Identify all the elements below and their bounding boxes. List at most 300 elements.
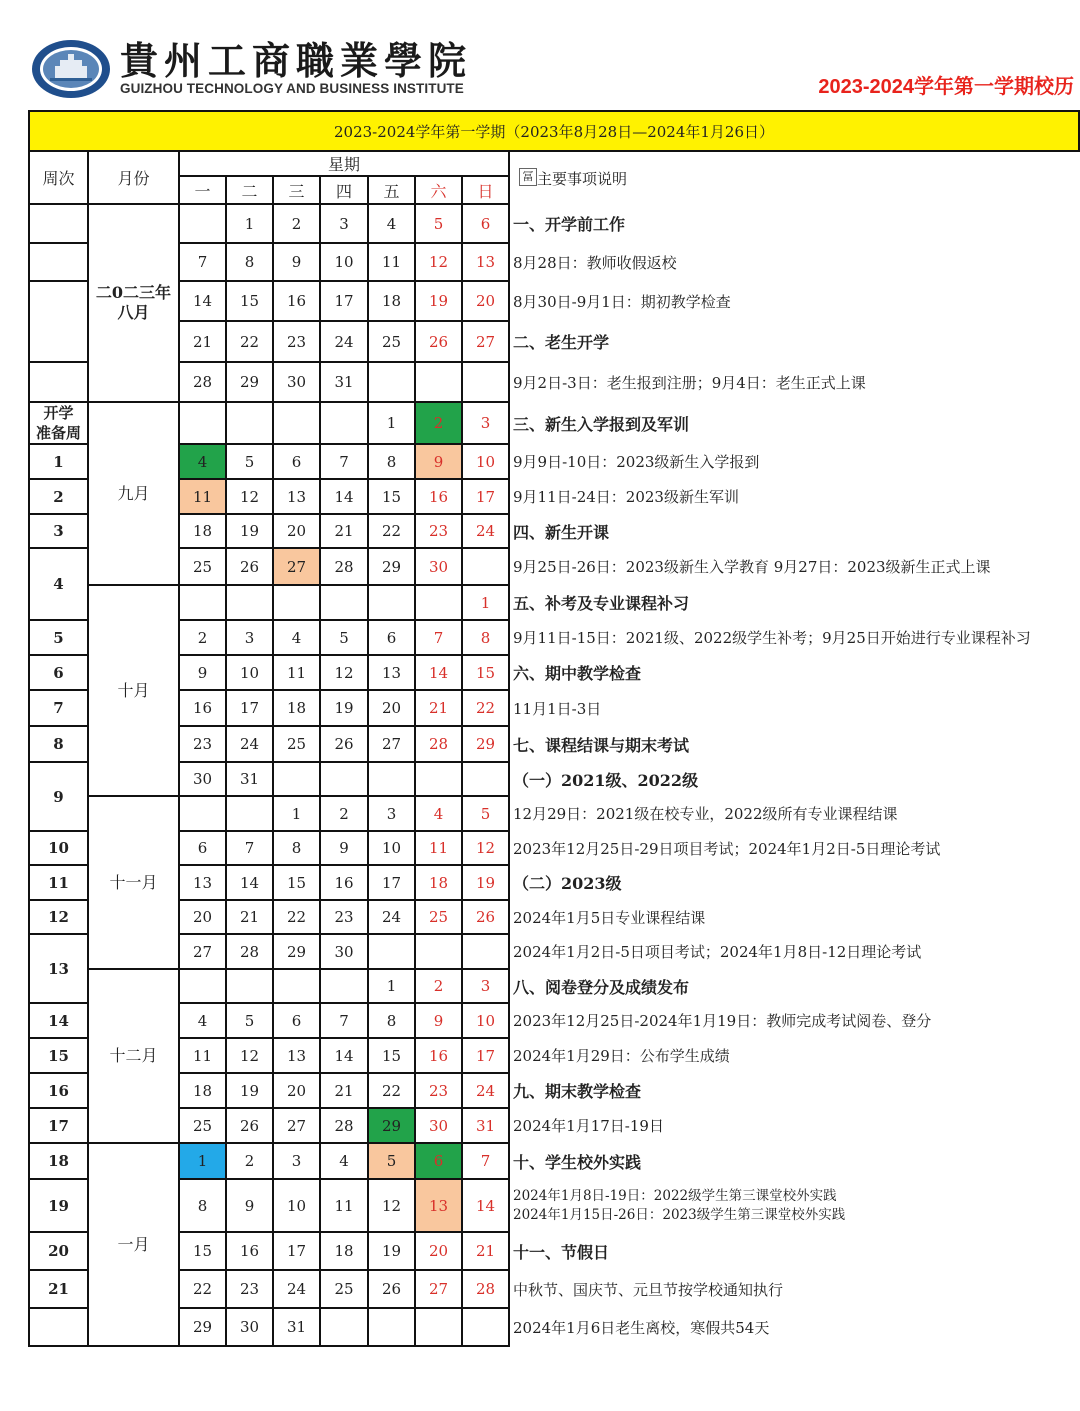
day-cell: 3 — [462, 969, 509, 1003]
day-cell: 1 — [368, 969, 415, 1003]
day-cell: 9 — [226, 1179, 273, 1232]
day-cell: 16 — [226, 1232, 273, 1270]
day-cell: 1 — [462, 585, 509, 620]
day-cell: 27 — [462, 321, 509, 362]
day-cell: 6 — [415, 1143, 462, 1179]
month-label-aug: 二0二三年 八月 — [88, 204, 179, 402]
day-cell: 4 — [320, 1143, 368, 1179]
day-cell — [226, 796, 273, 831]
day-cell: 15 — [462, 655, 509, 690]
day-cell: 14 — [320, 1038, 368, 1073]
day-cell: 11 — [320, 1179, 368, 1232]
day-cell: 30 — [320, 934, 368, 969]
day-cell: 24 — [462, 1073, 509, 1108]
week-number: 7 — [29, 690, 88, 726]
day-cell: 1 — [273, 796, 320, 831]
day-cell: 25 — [368, 321, 415, 362]
day-cell: 11 — [368, 243, 415, 281]
day-cell: 31 — [320, 362, 368, 402]
day-cell — [368, 362, 415, 402]
day-cell: 18 — [179, 514, 226, 548]
note-line: 三、新生入学报到及军训 — [509, 402, 1079, 444]
calendar-row — [29, 865, 1079, 900]
calendar-row — [29, 934, 1079, 969]
day-cell: 11 — [273, 655, 320, 690]
calendar-row — [29, 655, 1079, 690]
day-cell: 29 — [226, 362, 273, 402]
calendar-row — [29, 1179, 1079, 1232]
day-cell: 12 — [226, 479, 273, 514]
day-cell — [368, 1308, 415, 1346]
week-number: 21 — [29, 1270, 88, 1308]
day-cell: 23 — [179, 726, 226, 762]
day-cell: 23 — [415, 1073, 462, 1108]
month-label-jan: 一月 — [88, 1143, 179, 1346]
day-cell — [273, 402, 320, 444]
day-cell: 21 — [320, 1073, 368, 1108]
note-line: 2023年12月25日-2024年1月19日：教师完成考试阅卷、登分 — [509, 1003, 1079, 1038]
weekday-6: 六 — [415, 176, 462, 204]
day-cell: 5 — [226, 444, 273, 479]
note-line: 2024年1月6日老生离校，寒假共54天 — [509, 1308, 1079, 1346]
day-cell: 3 — [273, 1143, 320, 1179]
day-cell — [179, 796, 226, 831]
day-cell: 25 — [415, 900, 462, 934]
weekday-4: 四 — [320, 176, 368, 204]
day-cell: 27 — [415, 1270, 462, 1308]
day-cell: 10 — [462, 444, 509, 479]
day-cell — [273, 585, 320, 620]
day-cell: 3 — [368, 796, 415, 831]
day-cell — [179, 204, 226, 243]
month-label-dec: 十二月 — [88, 969, 179, 1143]
day-cell: 10 — [226, 655, 273, 690]
day-cell: 21 — [462, 1232, 509, 1270]
calendar-row — [29, 204, 1079, 243]
day-cell: 20 — [273, 1073, 320, 1108]
day-cell: 25 — [320, 1270, 368, 1308]
header-weekday: 星期 — [179, 151, 509, 176]
day-cell: 26 — [368, 1270, 415, 1308]
day-cell: 9 — [320, 831, 368, 865]
header-notes — [509, 151, 1079, 204]
day-cell: 8 — [462, 620, 509, 655]
day-cell: 6 — [273, 1003, 320, 1038]
week-number: 9 — [29, 762, 88, 831]
day-cell: 25 — [273, 726, 320, 762]
day-cell: 17 — [226, 690, 273, 726]
day-cell: 24 — [226, 726, 273, 762]
school-seal-logo — [30, 38, 112, 100]
day-cell: 15 — [273, 865, 320, 900]
week-number: 18 — [29, 1143, 88, 1179]
day-cell — [368, 934, 415, 969]
day-cell: 2 — [415, 969, 462, 1003]
day-cell: 17 — [273, 1232, 320, 1270]
day-cell: 30 — [415, 1108, 462, 1143]
day-cell: 14 — [415, 655, 462, 690]
day-cell: 18 — [415, 865, 462, 900]
school-name-cn: 貴州工商職業學院 — [120, 38, 473, 83]
day-cell: 5 — [415, 204, 462, 243]
day-cell: 18 — [320, 1232, 368, 1270]
day-cell: 21 — [320, 514, 368, 548]
day-cell: 10 — [462, 1003, 509, 1038]
note-line: 2024年1月29日：公布学生成绩 — [509, 1038, 1079, 1073]
calendar-row — [29, 900, 1079, 934]
week-number: 19 — [29, 1179, 88, 1232]
day-cell: 1 — [179, 1143, 226, 1179]
note-line: 9月2日-3日：老生报到注册；9月4日：老生正式上课 — [509, 362, 1079, 402]
day-cell: 14 — [226, 865, 273, 900]
day-cell — [415, 762, 462, 796]
weekday-7: 日 — [462, 176, 509, 204]
note-line: 8月30日-9月1日：期初教学检查 — [509, 281, 1079, 321]
day-cell: 21 — [415, 690, 462, 726]
day-cell: 27 — [273, 1108, 320, 1143]
day-cell: 31 — [273, 1308, 320, 1346]
day-cell — [320, 402, 368, 444]
day-cell: 5 — [368, 1143, 415, 1179]
day-cell: 12 — [368, 1179, 415, 1232]
calendar-title: 2023-2024学年第一学期校历 — [818, 76, 1074, 98]
note-line: 2024年1月2日-5日项目考试；2024年1月8日-12日理论考试 — [509, 934, 1079, 969]
note-line: 十一、节假日 — [509, 1232, 1079, 1270]
week-number: 4 — [29, 548, 88, 620]
week-number: 15 — [29, 1038, 88, 1073]
day-cell: 4 — [179, 444, 226, 479]
day-cell: 7 — [320, 444, 368, 479]
day-cell: 5 — [320, 620, 368, 655]
note-line: 2024年1月5日专业课程结课 — [509, 900, 1079, 934]
day-cell: 19 — [226, 1073, 273, 1108]
week-number: 开学 准备周 — [29, 402, 88, 444]
day-cell: 2 — [179, 620, 226, 655]
calendar-row — [29, 1308, 1079, 1346]
day-cell: 28 — [462, 1270, 509, 1308]
day-cell — [320, 1308, 368, 1346]
day-cell: 30 — [226, 1308, 273, 1346]
day-cell: 26 — [226, 548, 273, 585]
week-number: 17 — [29, 1108, 88, 1143]
day-cell: 20 — [179, 900, 226, 934]
day-cell: 22 — [226, 321, 273, 362]
day-cell: 27 — [179, 934, 226, 969]
day-cell: 8 — [179, 1179, 226, 1232]
day-cell: 7 — [226, 831, 273, 865]
day-cell: 28 — [320, 1108, 368, 1143]
day-cell: 22 — [462, 690, 509, 726]
note-line: 2024年1月17日-19日 — [509, 1108, 1079, 1143]
day-cell: 16 — [273, 281, 320, 321]
day-cell: 23 — [226, 1270, 273, 1308]
weekday-3: 三 — [273, 176, 320, 204]
day-cell: 25 — [179, 1108, 226, 1143]
note-line: 11月1日-3日 — [509, 690, 1079, 726]
note-line: 12月29日：2021级在校专业，2022级所有专业课程结课 — [509, 796, 1079, 831]
week-number — [29, 204, 88, 243]
day-cell: 24 — [273, 1270, 320, 1308]
note-line: 9月11日-24日：2023级新生军训 — [509, 479, 1079, 514]
day-cell: 27 — [273, 548, 320, 585]
note-line: 8月28日：教师收假返校 — [509, 243, 1079, 281]
day-cell: 26 — [415, 321, 462, 362]
calendar-row — [29, 444, 1079, 479]
day-cell: 30 — [179, 762, 226, 796]
calendar-row — [29, 726, 1079, 762]
day-cell — [179, 969, 226, 1003]
day-cell: 19 — [368, 1232, 415, 1270]
day-cell — [320, 969, 368, 1003]
day-cell: 18 — [179, 1073, 226, 1108]
calendar-row — [29, 479, 1079, 514]
day-cell: 22 — [368, 1073, 415, 1108]
notes-table-icon: 冨 — [519, 168, 537, 186]
calendar-row — [29, 762, 1079, 796]
day-cell: 29 — [273, 934, 320, 969]
day-cell: 7 — [320, 1003, 368, 1038]
day-cell — [273, 969, 320, 1003]
week-number: 6 — [29, 655, 88, 690]
calendar-row — [29, 690, 1079, 726]
day-cell — [415, 362, 462, 402]
day-cell — [368, 762, 415, 796]
week-number: 3 — [29, 514, 88, 548]
day-cell: 20 — [415, 1232, 462, 1270]
note-line: 六、期中教学检查 — [509, 655, 1079, 690]
day-cell — [320, 762, 368, 796]
week-number: 2 — [29, 479, 88, 514]
header-week: 周次 — [29, 151, 88, 204]
calendar-row — [29, 1108, 1079, 1143]
day-cell: 8 — [368, 1003, 415, 1038]
note-line: 八、阅卷登分及成绩发布 — [509, 969, 1079, 1003]
day-cell — [415, 585, 462, 620]
week-number — [29, 362, 88, 402]
day-cell: 2 — [226, 1143, 273, 1179]
note-line: （一）2021级、2022级 — [509, 762, 1079, 796]
note-line: 2023年12月25日-29日项目考试；2024年1月2日-5日理论考试 — [509, 831, 1079, 865]
day-cell: 3 — [462, 402, 509, 444]
day-cell: 22 — [179, 1270, 226, 1308]
day-cell — [462, 548, 509, 585]
calendar-row — [29, 1232, 1079, 1270]
day-cell: 5 — [462, 796, 509, 831]
day-cell: 31 — [226, 762, 273, 796]
note-line: 9月9日-10日：2023级新生入学报到 — [509, 444, 1079, 479]
day-cell: 6 — [368, 620, 415, 655]
day-cell: 10 — [273, 1179, 320, 1232]
calendar-row — [29, 585, 1079, 620]
day-cell: 2 — [273, 204, 320, 243]
day-cell: 5 — [226, 1003, 273, 1038]
day-cell: 16 — [415, 479, 462, 514]
day-cell: 29 — [368, 1108, 415, 1143]
day-cell: 18 — [368, 281, 415, 321]
calendar-row — [29, 281, 1079, 321]
day-cell: 2 — [320, 796, 368, 831]
day-cell: 13 — [368, 655, 415, 690]
calendar-row — [29, 514, 1079, 548]
day-cell: 30 — [415, 548, 462, 585]
day-cell: 12 — [226, 1038, 273, 1073]
day-cell: 4 — [273, 620, 320, 655]
day-cell: 21 — [179, 321, 226, 362]
day-cell: 4 — [179, 1003, 226, 1038]
calendar-row — [29, 1270, 1079, 1308]
day-cell: 13 — [273, 479, 320, 514]
day-cell: 15 — [368, 479, 415, 514]
day-cell: 15 — [226, 281, 273, 321]
day-cell: 29 — [462, 726, 509, 762]
calendar-row — [29, 620, 1079, 655]
week-number: 1 — [29, 444, 88, 479]
calendar-row — [29, 1038, 1079, 1073]
day-cell: 11 — [415, 831, 462, 865]
note-line: 五、补考及专业课程补习 — [509, 585, 1079, 620]
day-cell: 16 — [179, 690, 226, 726]
note-line — [509, 1179, 1079, 1232]
calendar-row — [29, 831, 1079, 865]
day-cell: 19 — [226, 514, 273, 548]
day-cell — [462, 762, 509, 796]
day-cell: 12 — [462, 831, 509, 865]
day-cell — [462, 1308, 509, 1346]
day-cell: 23 — [273, 321, 320, 362]
day-cell: 10 — [320, 243, 368, 281]
day-cell: 26 — [320, 726, 368, 762]
day-cell: 24 — [320, 321, 368, 362]
week-number — [29, 243, 88, 281]
day-cell: 29 — [179, 1308, 226, 1346]
day-cell: 2 — [415, 402, 462, 444]
note-line: 九、期末教学检查 — [509, 1073, 1079, 1108]
day-cell: 25 — [179, 548, 226, 585]
calendar-row — [29, 321, 1079, 362]
day-cell: 15 — [368, 1038, 415, 1073]
day-cell: 18 — [273, 690, 320, 726]
day-cell: 4 — [415, 796, 462, 831]
page-header — [0, 0, 1080, 110]
day-cell: 6 — [273, 444, 320, 479]
day-cell: 9 — [179, 655, 226, 690]
calendar-row — [29, 548, 1079, 585]
day-cell: 9 — [273, 243, 320, 281]
note-line: 二、老生开学 — [509, 321, 1079, 362]
header-month: 月份 — [88, 151, 179, 204]
note-line: 2024年1月8日-19日：2022级学生第三课堂校外实践 — [513, 1187, 837, 1204]
week-number: 5 — [29, 620, 88, 655]
day-cell: 11 — [179, 479, 226, 514]
day-cell: 27 — [368, 726, 415, 762]
day-cell: 13 — [179, 865, 226, 900]
day-cell — [415, 1308, 462, 1346]
day-cell: 19 — [320, 690, 368, 726]
day-cell: 28 — [320, 548, 368, 585]
day-cell — [368, 585, 415, 620]
note-line: 中秋节、国庆节、元旦节按学校通知执行 — [509, 1270, 1079, 1308]
day-cell: 16 — [415, 1038, 462, 1073]
day-cell: 17 — [462, 1038, 509, 1073]
day-cell: 17 — [320, 281, 368, 321]
day-cell: 1 — [368, 402, 415, 444]
week-number — [29, 281, 88, 362]
note-line: 9月11日-15日：2021级、2022级学生补考；9月25日开始进行专业课程补习 — [509, 620, 1079, 655]
school-calendar-table — [28, 110, 1080, 1347]
day-cell: 20 — [368, 690, 415, 726]
day-cell: 28 — [226, 934, 273, 969]
day-cell: 13 — [273, 1038, 320, 1073]
day-cell: 7 — [179, 243, 226, 281]
calendar-row — [29, 969, 1079, 1003]
day-cell: 4 — [368, 204, 415, 243]
day-cell — [226, 402, 273, 444]
school-name-en: GUIZHOU TECHNOLOGY AND BUSINESS INSTITUTE — [120, 81, 464, 96]
week-number: 14 — [29, 1003, 88, 1038]
day-cell: 22 — [273, 900, 320, 934]
week-number: 10 — [29, 831, 88, 865]
note-line: 2024年1月15日-26日：2023级学生第三课堂校外实践 — [513, 1206, 846, 1223]
day-cell: 26 — [226, 1108, 273, 1143]
day-cell: 22 — [368, 514, 415, 548]
day-cell: 11 — [179, 1038, 226, 1073]
day-cell: 16 — [320, 865, 368, 900]
week-number: 8 — [29, 726, 88, 762]
day-cell: 20 — [273, 514, 320, 548]
note-line: 四、新生开课 — [509, 514, 1079, 548]
calendar-row — [29, 1143, 1079, 1179]
day-cell: 12 — [320, 655, 368, 690]
day-cell: 24 — [368, 900, 415, 934]
calendar-row — [29, 362, 1079, 402]
day-cell — [415, 934, 462, 969]
day-cell: 28 — [415, 726, 462, 762]
week-number: 20 — [29, 1232, 88, 1270]
day-cell — [320, 585, 368, 620]
day-cell: 30 — [273, 362, 320, 402]
week-number: 16 — [29, 1073, 88, 1108]
day-cell: 9 — [415, 444, 462, 479]
note-line: 9月25日-26日：2023级新生入学教育 9月27日：2023级新生正式上课 — [509, 548, 1079, 585]
day-cell: 7 — [462, 1143, 509, 1179]
day-cell: 13 — [462, 243, 509, 281]
week-number: 13 — [29, 934, 88, 1003]
day-cell — [226, 969, 273, 1003]
calendar-row — [29, 243, 1079, 281]
month-label-sep: 九月 — [88, 402, 179, 585]
weekday-1: 一 — [179, 176, 226, 204]
day-cell: 23 — [415, 514, 462, 548]
week-number: 12 — [29, 900, 88, 934]
day-cell: 3 — [320, 204, 368, 243]
day-cell: 9 — [415, 1003, 462, 1038]
day-cell: 14 — [320, 479, 368, 514]
note-line: 七、课程结课与期末考试 — [509, 726, 1079, 762]
day-cell: 20 — [462, 281, 509, 321]
day-cell: 6 — [462, 204, 509, 243]
calendar-row — [29, 796, 1079, 831]
day-cell — [179, 402, 226, 444]
day-cell: 29 — [368, 548, 415, 585]
day-cell — [462, 934, 509, 969]
day-cell: 15 — [179, 1232, 226, 1270]
week-number — [29, 1308, 88, 1346]
day-cell: 13 — [415, 1179, 462, 1232]
day-cell: 17 — [462, 479, 509, 514]
day-cell: 1 — [226, 204, 273, 243]
day-cell: 23 — [320, 900, 368, 934]
calendar-row — [29, 1073, 1079, 1108]
